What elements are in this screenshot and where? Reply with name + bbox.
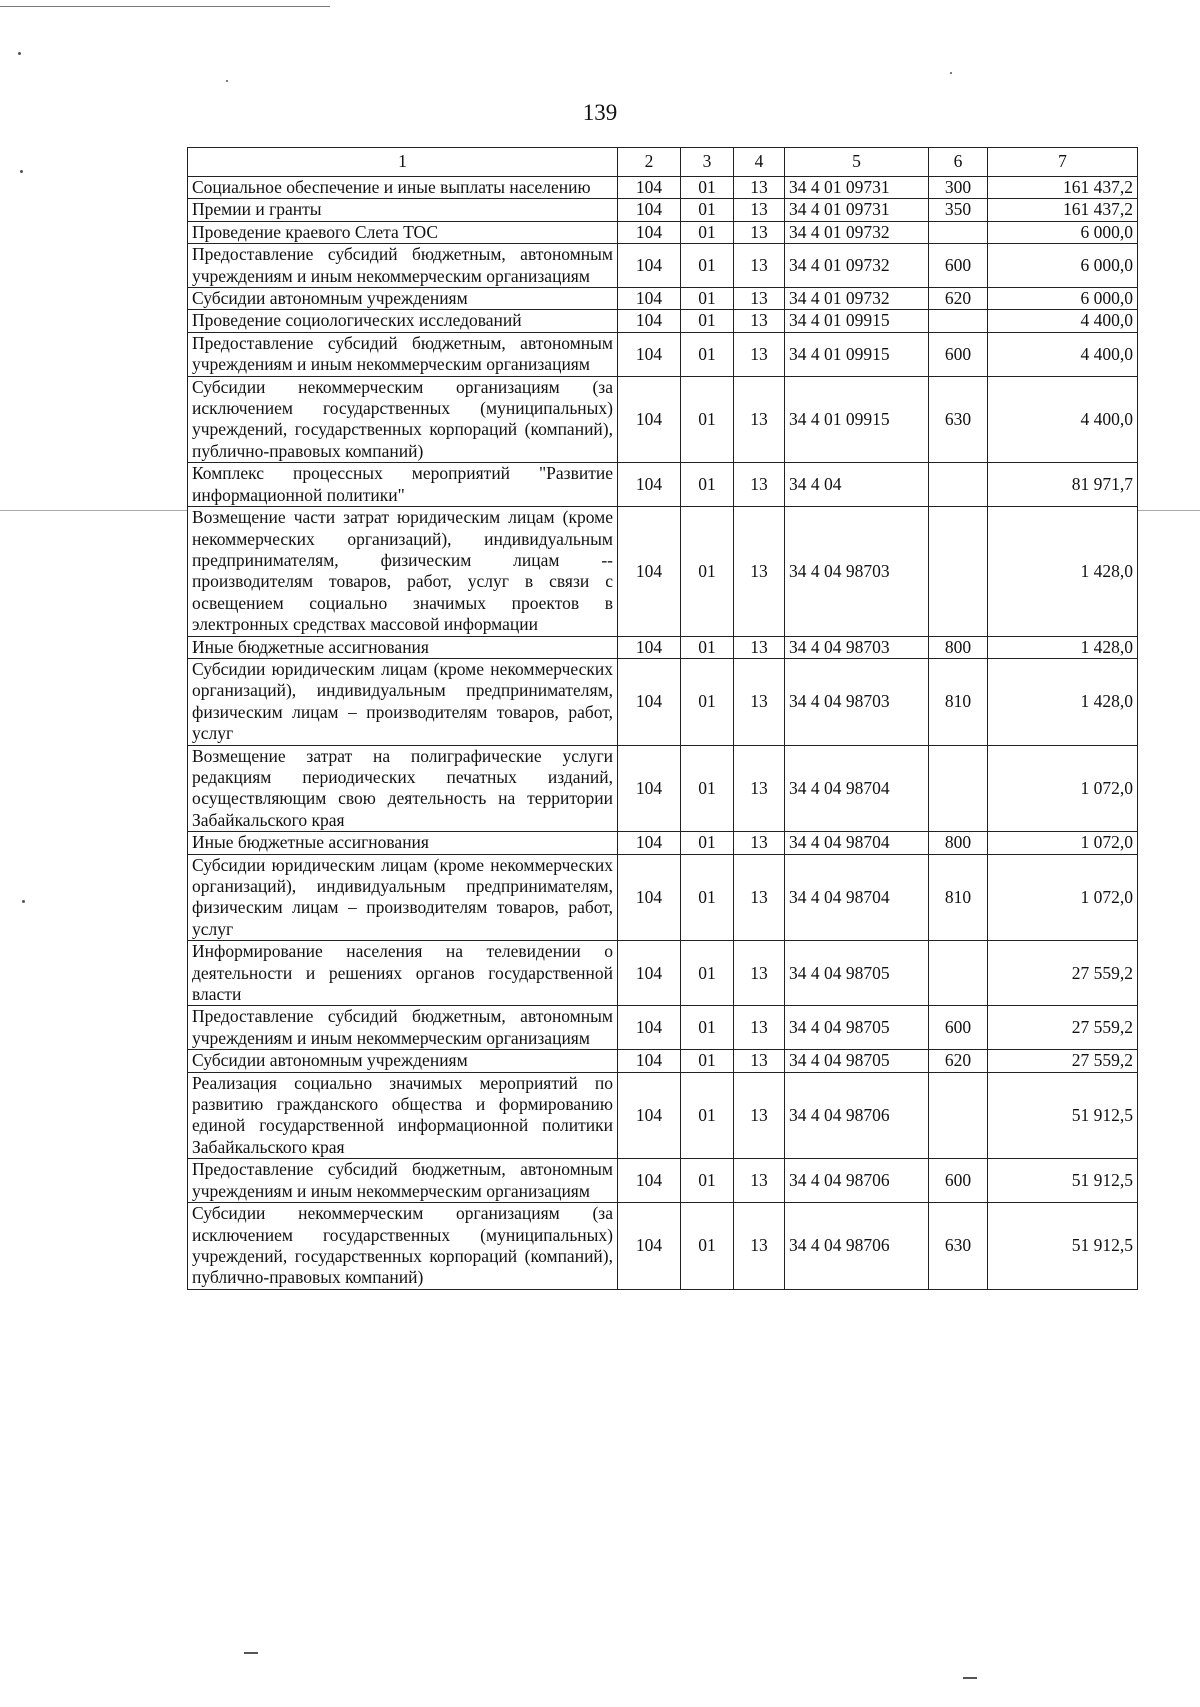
row-subsection-code: 13 xyxy=(734,376,785,463)
row-target-article: 34 4 01 09731 xyxy=(785,199,929,221)
row-description: Субсидии автономным учреждениям xyxy=(188,288,618,310)
row-section-code: 01 xyxy=(681,1006,734,1050)
column-header: 1 xyxy=(188,148,618,177)
row-target-article: 34 4 04 98706 xyxy=(785,1159,929,1203)
row-section-code: 01 xyxy=(681,507,734,636)
table-row xyxy=(188,221,1138,243)
table-row xyxy=(188,288,1138,310)
row-ministry-code: 104 xyxy=(618,507,681,636)
row-subsection-code: 13 xyxy=(734,854,785,941)
table-row xyxy=(188,745,1138,832)
row-target-article: 34 4 04 xyxy=(785,463,929,507)
budget-table xyxy=(187,147,1138,1290)
row-amount: 51 912,5 xyxy=(988,1159,1138,1203)
row-ministry-code: 104 xyxy=(618,177,681,199)
row-ministry-code: 104 xyxy=(618,1072,681,1159)
table-row xyxy=(188,1203,1138,1290)
table-row xyxy=(188,177,1138,199)
table-row xyxy=(188,199,1138,221)
row-ministry-code: 104 xyxy=(618,310,681,332)
row-target-article: 34 4 01 09915 xyxy=(785,376,929,463)
row-ministry-code: 104 xyxy=(618,658,681,745)
row-amount: 81 971,7 xyxy=(988,463,1138,507)
row-subsection-code: 13 xyxy=(734,1072,785,1159)
row-section-code: 01 xyxy=(681,1159,734,1203)
row-subsection-code: 13 xyxy=(734,199,785,221)
row-ministry-code: 104 xyxy=(618,332,681,376)
column-header: 4 xyxy=(734,148,785,177)
row-target-article: 34 4 04 98703 xyxy=(785,507,929,636)
row-ministry-code: 104 xyxy=(618,745,681,832)
row-amount: 1 428,0 xyxy=(988,658,1138,745)
row-subsection-code: 13 xyxy=(734,177,785,199)
table-row xyxy=(188,636,1138,658)
row-target-article: 34 4 04 98704 xyxy=(785,854,929,941)
row-subsection-code: 13 xyxy=(734,288,785,310)
row-description: Иные бюджетные ассигнования xyxy=(188,636,618,658)
row-amount: 161 437,2 xyxy=(988,199,1138,221)
row-expense-type: 630 xyxy=(929,1203,988,1290)
table-row xyxy=(188,244,1138,288)
row-expense-type: 800 xyxy=(929,832,988,854)
row-amount: 161 437,2 xyxy=(988,177,1138,199)
row-target-article: 34 4 04 98705 xyxy=(785,941,929,1006)
table-row xyxy=(188,376,1138,463)
row-description: Социальное обеспечение и иные выплаты населению xyxy=(188,177,618,199)
column-header: 3 xyxy=(681,148,734,177)
row-expense-type xyxy=(929,221,988,243)
row-subsection-code: 13 xyxy=(734,244,785,288)
row-ministry-code: 104 xyxy=(618,376,681,463)
row-amount: 1 072,0 xyxy=(988,854,1138,941)
row-section-code: 01 xyxy=(681,636,734,658)
row-description: Субсидии юридическим лицам (кроме некоммерческих организаций), индивидуальным предпринимателям, физическим лицам – производителям товаров, работ, услуг xyxy=(188,658,618,745)
row-subsection-code: 13 xyxy=(734,745,785,832)
row-section-code: 01 xyxy=(681,376,734,463)
scan-speck xyxy=(22,900,25,903)
row-ministry-code: 104 xyxy=(618,1203,681,1290)
row-section-code: 01 xyxy=(681,1203,734,1290)
row-amount: 4 400,0 xyxy=(988,332,1138,376)
row-subsection-code: 13 xyxy=(734,636,785,658)
row-ministry-code: 104 xyxy=(618,244,681,288)
scan-speck xyxy=(244,1652,258,1654)
row-expense-type: 810 xyxy=(929,658,988,745)
row-description: Информирование населения на телевидении о деятельности и решениях органов государственной власти xyxy=(188,941,618,1006)
row-target-article: 34 4 04 98703 xyxy=(785,658,929,745)
row-target-article: 34 4 01 09731 xyxy=(785,177,929,199)
row-amount: 6 000,0 xyxy=(988,244,1138,288)
row-expense-type: 600 xyxy=(929,1159,988,1203)
row-target-article: 34 4 04 98704 xyxy=(785,832,929,854)
row-section-code: 01 xyxy=(681,745,734,832)
row-section-code: 01 xyxy=(681,177,734,199)
row-amount: 4 400,0 xyxy=(988,376,1138,463)
row-section-code: 01 xyxy=(681,1072,734,1159)
row-subsection-code: 13 xyxy=(734,941,785,1006)
row-subsection-code: 13 xyxy=(734,1203,785,1290)
row-section-code: 01 xyxy=(681,832,734,854)
row-target-article: 34 4 04 98705 xyxy=(785,1006,929,1050)
row-subsection-code: 13 xyxy=(734,310,785,332)
scan-speck xyxy=(226,80,228,82)
table-row xyxy=(188,1159,1138,1203)
table-row xyxy=(188,1072,1138,1159)
scan-edge-line xyxy=(0,510,187,511)
row-expense-type xyxy=(929,507,988,636)
row-description: Проведение социологических исследований xyxy=(188,310,618,332)
row-description: Субсидии юридическим лицам (кроме некоммерческих организаций), индивидуальным предпринимателям, физическим лицам – производителям товаров, работ, услуг xyxy=(188,854,618,941)
row-ministry-code: 104 xyxy=(618,1050,681,1072)
row-description: Реализация социально значимых мероприятий по развитию гражданского общества и формированию единой государственной информационной политики Забайкальского края xyxy=(188,1072,618,1159)
row-amount: 1 072,0 xyxy=(988,832,1138,854)
row-ministry-code: 104 xyxy=(618,1006,681,1050)
row-subsection-code: 13 xyxy=(734,221,785,243)
row-expense-type: 800 xyxy=(929,636,988,658)
row-description: Иные бюджетные ассигнования xyxy=(188,832,618,854)
row-description: Премии и гранты xyxy=(188,199,618,221)
row-subsection-code: 13 xyxy=(734,507,785,636)
row-expense-type: 630 xyxy=(929,376,988,463)
row-ministry-code: 104 xyxy=(618,288,681,310)
row-target-article: 34 4 04 98706 xyxy=(785,1072,929,1159)
scan-edge-line xyxy=(0,6,330,7)
scan-speck xyxy=(950,72,952,74)
row-section-code: 01 xyxy=(681,199,734,221)
row-section-code: 01 xyxy=(681,221,734,243)
row-target-article: 34 4 04 98705 xyxy=(785,1050,929,1072)
row-description: Предоставление субсидий бюджетным, автономным учреждениям и иным некоммерческим организациям xyxy=(188,1006,618,1050)
row-expense-type xyxy=(929,941,988,1006)
row-section-code: 01 xyxy=(681,310,734,332)
row-description: Комплекс процессных мероприятий "Развитие информационной политики" xyxy=(188,463,618,507)
row-ministry-code: 104 xyxy=(618,221,681,243)
table-row xyxy=(188,310,1138,332)
row-amount: 1 428,0 xyxy=(988,636,1138,658)
column-header: 2 xyxy=(618,148,681,177)
row-ministry-code: 104 xyxy=(618,636,681,658)
row-expense-type xyxy=(929,463,988,507)
table-row xyxy=(188,1050,1138,1072)
row-amount: 27 559,2 xyxy=(988,1050,1138,1072)
scan-speck xyxy=(20,170,23,173)
row-description: Возмещение части затрат юридическим лицам (кроме некоммерческих организаций), индивидуальным предпринимателям, физическим лицам -- производителям товаров, работ, услуг в связи с освещением социально значимых проектов в электронных средствах массовой информации xyxy=(188,507,618,636)
row-subsection-code: 13 xyxy=(734,1159,785,1203)
row-expense-type xyxy=(929,745,988,832)
row-expense-type: 300 xyxy=(929,177,988,199)
row-amount: 27 559,2 xyxy=(988,941,1138,1006)
row-target-article: 34 4 01 09915 xyxy=(785,310,929,332)
row-amount: 51 912,5 xyxy=(988,1072,1138,1159)
table-row xyxy=(188,463,1138,507)
row-description: Предоставление субсидий бюджетным, автономным учреждениям и иным некоммерческим организациям xyxy=(188,332,618,376)
row-subsection-code: 13 xyxy=(734,1006,785,1050)
row-target-article: 34 4 01 09732 xyxy=(785,288,929,310)
row-description: Предоставление субсидий бюджетным, автономным учреждениям и иным некоммерческим организациям xyxy=(188,244,618,288)
table-row xyxy=(188,507,1138,636)
header-row xyxy=(188,148,1138,177)
row-ministry-code: 104 xyxy=(618,832,681,854)
row-amount: 27 559,2 xyxy=(988,1006,1138,1050)
row-subsection-code: 13 xyxy=(734,463,785,507)
table-row xyxy=(188,854,1138,941)
row-ministry-code: 104 xyxy=(618,1159,681,1203)
row-subsection-code: 13 xyxy=(734,658,785,745)
row-target-article: 34 4 04 98706 xyxy=(785,1203,929,1290)
page-number: 139 xyxy=(582,100,618,125)
row-ministry-code: 104 xyxy=(618,854,681,941)
row-expense-type xyxy=(929,310,988,332)
row-expense-type: 350 xyxy=(929,199,988,221)
scan-speck xyxy=(963,1677,977,1679)
row-section-code: 01 xyxy=(681,288,734,310)
row-expense-type: 620 xyxy=(929,288,988,310)
scan-speck xyxy=(18,52,21,55)
table-row xyxy=(188,658,1138,745)
row-expense-type: 600 xyxy=(929,1006,988,1050)
row-expense-type: 600 xyxy=(929,244,988,288)
row-amount: 51 912,5 xyxy=(988,1203,1138,1290)
row-ministry-code: 104 xyxy=(618,463,681,507)
scan-edge-line xyxy=(1137,510,1200,511)
table-row xyxy=(188,832,1138,854)
row-expense-type xyxy=(929,1072,988,1159)
row-section-code: 01 xyxy=(681,463,734,507)
table-row xyxy=(188,1006,1138,1050)
row-amount: 4 400,0 xyxy=(988,310,1138,332)
column-header: 7 xyxy=(988,148,1138,177)
row-target-article: 34 4 01 09915 xyxy=(785,332,929,376)
row-description: Проведение краевого Слета ТОС xyxy=(188,221,618,243)
row-section-code: 01 xyxy=(681,941,734,1006)
row-target-article: 34 4 01 09732 xyxy=(785,221,929,243)
row-expense-type: 600 xyxy=(929,332,988,376)
row-description: Субсидии некоммерческим организациям (за исключением государственных (муниципальных) учреждений, государственных корпораций (компаний), публично-правовых компаний) xyxy=(188,376,618,463)
row-description: Возмещение затрат на полиграфические услуги редакциям периодических печатных изданий, осуществляющим свою деятельность на территории Забайкальского края xyxy=(188,745,618,832)
row-ministry-code: 104 xyxy=(618,199,681,221)
row-amount: 6 000,0 xyxy=(988,288,1138,310)
row-description: Субсидии некоммерческим организациям (за исключением государственных (муниципальных) учреждений, государственных корпораций (компаний), публично-правовых компаний) xyxy=(188,1203,618,1290)
row-section-code: 01 xyxy=(681,332,734,376)
row-amount: 1 072,0 xyxy=(988,745,1138,832)
row-target-article: 34 4 04 98703 xyxy=(785,636,929,658)
row-expense-type: 620 xyxy=(929,1050,988,1072)
row-section-code: 01 xyxy=(681,244,734,288)
row-target-article: 34 4 01 09732 xyxy=(785,244,929,288)
column-header: 6 xyxy=(929,148,988,177)
row-section-code: 01 xyxy=(681,1050,734,1072)
row-subsection-code: 13 xyxy=(734,832,785,854)
row-amount: 1 428,0 xyxy=(988,507,1138,636)
row-amount: 6 000,0 xyxy=(988,221,1138,243)
row-expense-type: 810 xyxy=(929,854,988,941)
row-section-code: 01 xyxy=(681,658,734,745)
row-subsection-code: 13 xyxy=(734,1050,785,1072)
row-ministry-code: 104 xyxy=(618,941,681,1006)
row-target-article: 34 4 04 98704 xyxy=(785,745,929,832)
row-section-code: 01 xyxy=(681,854,734,941)
row-subsection-code: 13 xyxy=(734,332,785,376)
column-header: 5 xyxy=(785,148,929,177)
table-row xyxy=(188,332,1138,376)
table-row xyxy=(188,941,1138,1006)
row-description: Предоставление субсидий бюджетным, автономным учреждениям и иным некоммерческим организациям xyxy=(188,1159,618,1203)
row-description: Субсидии автономным учреждениям xyxy=(188,1050,618,1072)
